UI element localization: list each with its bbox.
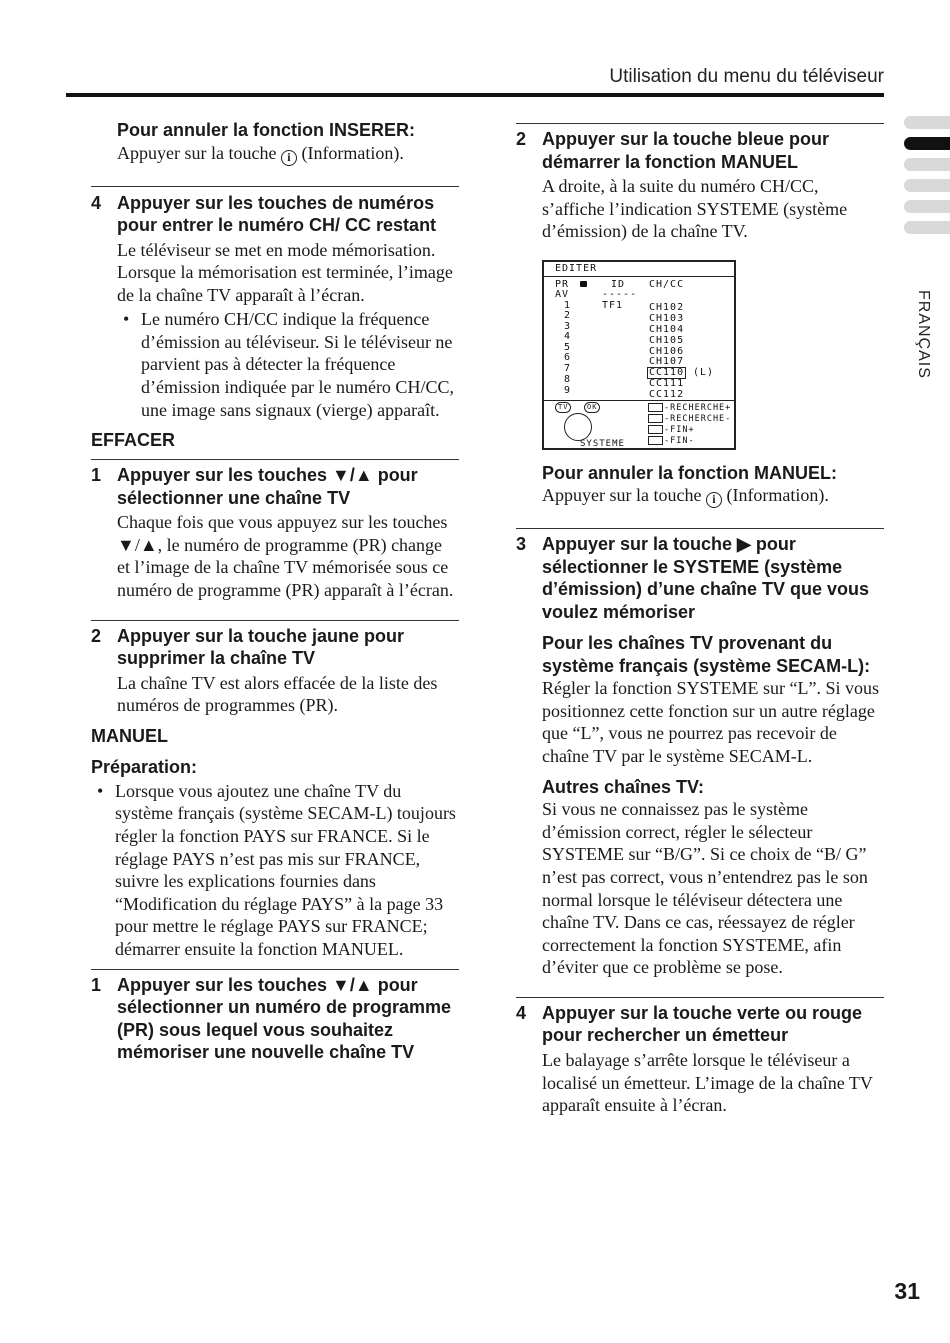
legend-text: -RECHERCHE+ — [664, 402, 732, 413]
screen-row-ch: CH106 — [649, 345, 685, 357]
lock-icon — [580, 281, 587, 287]
divider — [516, 997, 884, 998]
screen-row-ch: CH107 — [649, 355, 685, 367]
section-title-effacer: EFFACER — [91, 430, 176, 451]
screen-row-id: TF1 — [602, 299, 624, 311]
screen-row-ch: CH103 — [649, 312, 685, 324]
cancel-insert-text-before: Appuyer sur la touche — [117, 142, 277, 163]
step-text: Chaque fois que vous appuyez sur les touches ▼/▲, le numéro de programme (PR) change et l’image de la chaîne TV mémorisée sous ce numéro de programme (PR) apparaît à l’écran. — [117, 512, 454, 601]
screen-title: EDITER — [555, 262, 598, 274]
cancel-manuel-text-before: Appuyer sur la touche — [542, 485, 702, 506]
screen-row-pr: 9 — [564, 384, 572, 396]
screen-legend-item — [648, 425, 695, 436]
step-4-search-station — [516, 1002, 884, 1117]
screen-row-pr: 5 — [564, 341, 572, 353]
chapter-tab — [904, 116, 950, 129]
screen-divider — [544, 276, 734, 277]
screen-row-pr: 6 — [564, 351, 572, 363]
chapter-tab — [904, 179, 950, 192]
cancel-manuel-text-after: (Information). — [726, 485, 829, 506]
step-2-delete-channel — [91, 625, 459, 717]
section-title-manuel: MANUEL — [91, 725, 168, 746]
cancel-insert-title: Pour annuler la fonction INSERER: — [117, 120, 416, 140]
chapter-tab — [904, 221, 950, 234]
cancel-manuel-title: Pour annuler la fonction MANUEL: — [542, 462, 837, 483]
screen-id-placeholder: ----- — [602, 288, 638, 300]
tv-screen-illustration — [542, 260, 736, 450]
screen-row-pr: 4 — [564, 330, 572, 342]
page-header-title: Utilisation du menu du téléviseur — [609, 66, 884, 87]
bullet-dot: • — [123, 309, 130, 330]
chapter-tab — [904, 200, 950, 213]
language-label: FRANÇAIS — [915, 290, 932, 379]
header-rule — [66, 93, 884, 97]
step-heading: Appuyer sur la touche jaune pour supprimer la chaîne TV — [117, 625, 405, 669]
info-icon: i — [706, 492, 722, 508]
screen-legend-item — [648, 436, 695, 447]
screen-legend-item — [648, 414, 731, 425]
step-1-select-channel — [91, 464, 459, 601]
step-number: 4 — [91, 192, 102, 213]
cancel-insert-block — [91, 115, 459, 166]
screen-row-pr: 8 — [564, 373, 572, 385]
left-column — [91, 115, 459, 1064]
screen-footer: SYSTEME — [580, 438, 625, 449]
step-number: 2 — [91, 625, 102, 646]
step-3-select-system — [516, 533, 884, 979]
step-text: Lorsque la mémorisation est terminée, l’image de la chaîne TV apparaît à l’écran. — [117, 262, 453, 305]
screen-row-ch: CH102 — [649, 301, 685, 313]
step-number: 4 — [516, 1002, 527, 1023]
bullet-dot: • — [97, 780, 104, 801]
screen-av: AV — [555, 288, 570, 300]
bullet-item — [91, 780, 459, 961]
chapter-tab-active — [904, 137, 950, 150]
screen-row-ch: CH105 — [649, 334, 685, 346]
screen-row-pr: 7 — [564, 362, 572, 374]
color-key-icon — [648, 414, 663, 423]
dpad-icon — [564, 413, 592, 441]
screen-legend-item — [648, 403, 731, 414]
step-text: La chaîne TV est alors effacée de la liste des numéros de programmes (PR). — [117, 672, 438, 716]
color-key-icon — [648, 403, 663, 412]
step-number: 3 — [516, 534, 527, 555]
step-text: Le téléviseur se met en mode mémorisation. — [117, 239, 436, 260]
step-heading: Appuyer sur la touche bleue pour démarrer la fonction MANUEL — [542, 129, 830, 172]
screen-row-ch: CC111 — [649, 377, 685, 389]
step-heading: Appuyer sur la touche verte ou rouge pour rechercher un émetteur — [542, 1002, 863, 1046]
bullet-item — [117, 308, 459, 421]
divider — [91, 186, 459, 187]
step-2-start-manuel — [516, 128, 884, 508]
step-text: A droite, à la suite du numéro CH/CC, s’affiche l’indication SYSTEME (système d’émission) de la chaîne TV. — [542, 176, 848, 242]
divider — [91, 620, 459, 621]
color-key-icon — [648, 425, 663, 434]
step-number: 2 — [516, 129, 527, 149]
screen-tv-button: TV — [555, 402, 571, 413]
cancel-insert-text-after: (Information). — [301, 142, 404, 163]
screen-row-ch-selected: CC110 — [649, 366, 685, 378]
page-number: 31 — [894, 1278, 920, 1304]
screen-row-ch: CH104 — [649, 323, 685, 335]
chapter-tab — [904, 158, 950, 171]
french-system-text: Régler la fonction SYSTEME sur “L”. Si vous positionnez cette fonction sur un autre réglage que “L”, vous ne pourrez pas recevoir de chaîne TV par le système SECAM-L. — [542, 678, 879, 767]
color-key-icon — [648, 436, 663, 445]
other-channels-title: Autres chaînes TV: — [542, 776, 705, 797]
legend-text: -FIN+ — [664, 424, 695, 435]
divider — [516, 123, 884, 124]
divider — [516, 528, 884, 529]
step-number: 1 — [91, 465, 102, 486]
step-text: Le balayage s’arrête lorsque le téléviseur a localisé un émetteur. L’image de la chaîne TV apparaît ensuite à l’écran. — [542, 1049, 873, 1116]
step-heading: Appuyer sur les touches ▼/▲ pour sélectionner une chaîne TV — [117, 465, 418, 508]
divider — [91, 969, 459, 970]
screen-row-pr: 2 — [564, 309, 572, 321]
cancel-insert-text — [117, 142, 459, 166]
cancel-manuel-text — [542, 484, 884, 508]
step-4-enter-chcc — [91, 192, 459, 422]
screen-row-system: (L) — [693, 366, 715, 378]
info-icon: i — [281, 150, 297, 166]
screen-col-pr: PR — [555, 278, 570, 290]
step-1-select-program — [91, 974, 459, 1064]
screen-divider — [544, 400, 734, 401]
step-number: 1 — [91, 974, 102, 995]
bullet-text: Lorsque vous ajoutez une chaîne TV du système français (système SECAM-L) toujours régler la fonction PAYS sur FRANCE. Si le réglage PAYS n’est pas mis sur FRANCE, suivre les explications fournies dans “Modification du réglage PAYS” à la page 33 pour mettre le réglage PAYS sur FRANCE; démarrer ensuite la fonction MANUEL. — [115, 780, 456, 959]
screen-col-chcc: CH/CC — [649, 278, 685, 290]
bullet-text: Le numéro CH/CC indique la fréquence d’émission au téléviseur. Si le téléviseur ne parvient pas à détecter la fréquence d’émission indiquée par le numéro CH/CC, une image sans signaux (vierge) apparaît. — [141, 309, 454, 420]
screen-row-ch: CC112 — [649, 388, 685, 400]
screen-col-id: ID — [611, 278, 626, 290]
chapter-tabs — [904, 116, 950, 242]
screen-row-pr: 3 — [564, 320, 572, 332]
legend-text: -RECHERCHE- — [664, 413, 732, 424]
screen-row-pr: 1 — [564, 299, 572, 311]
step-heading: Appuyer sur les touches de numéros pour entrer le numéro CH/ CC restant — [117, 192, 437, 235]
step-heading: Appuyer sur la touche ▶ pour sélectionner le SYSTEME (système d’émission) d’une chaîne TV que vous voulez mémoriser — [542, 534, 870, 622]
screen-ok-button: OK — [584, 402, 600, 413]
step-heading: Appuyer sur les touches ▼/▲ pour sélectionner un numéro de programme (PR) sous lequel vous souhaitez mémoriser une nouvelle chaîne TV — [117, 974, 452, 1063]
legend-text: -FIN- — [664, 435, 695, 446]
right-column — [516, 115, 884, 1117]
preparation-title: Préparation: — [91, 756, 198, 777]
divider — [91, 459, 459, 460]
other-channels-text: Si vous ne connaissez pas le système d’émission correct, régler le sélecteur SYSTEME sur “B/G”. Si ce choix de “B/ G” n’est pas correct, vous n’entendrez pas le son normal lorsque le téléviseur détectera une chaîne TV. Dans ce cas, réessayez de régler correctement la fonction SYSTEME, afin d’éviter que ce problème se pose. — [542, 799, 868, 978]
french-system-title: Pour les chaînes TV provenant du système français (système SECAM-L): — [542, 633, 871, 676]
